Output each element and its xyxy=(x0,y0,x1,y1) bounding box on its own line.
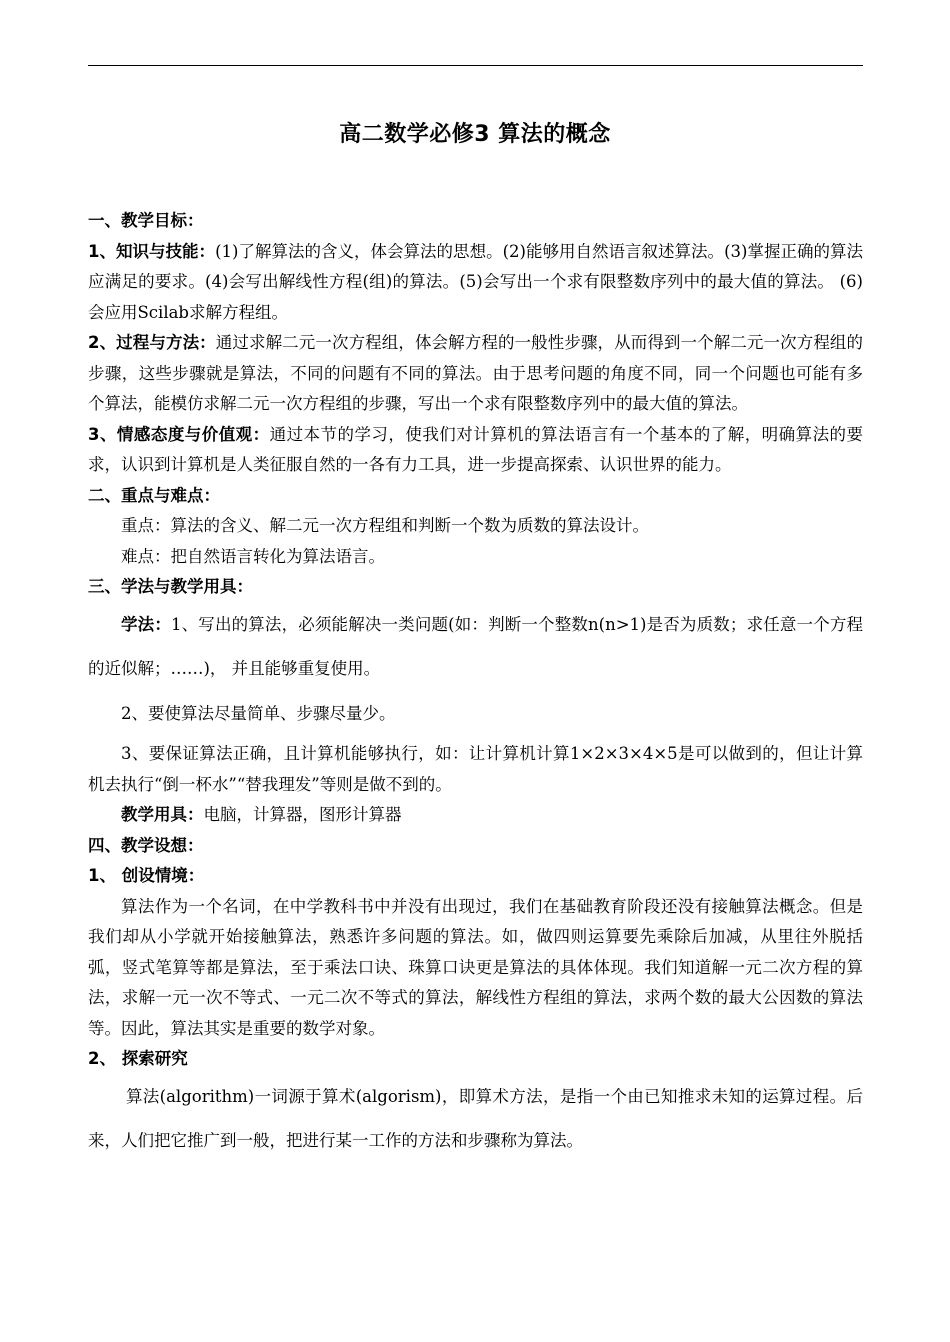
paragraph-scenario: 算法作为一个名词，在中学教科书中并没有出现过，我们在基础教育阶段还没有接触算法概念。但是我们却从小学就开始接触算法，熟悉许多问题的算法。如，做四则运算要先乘除后加减，从里往外脱括弧，竖式笔算等都是算法，至于乘法口诀、珠算口诀更是算法的具体体现。我们知道解一元二次方程的算法，求解一元一次不等式、一元二次不等式的算法，解线性方程组的算法，求两个数的最大公因数的算法等。因此，算法其实是重要的数学对象。 xyxy=(88,896,863,1038)
paragraph-process-method xyxy=(88,328,863,420)
section-heading-objectives: 一、教学目标： xyxy=(88,211,204,230)
label-tools: 教学用具： xyxy=(121,805,204,824)
paragraph-tools xyxy=(88,800,863,831)
paragraph-exploration: 算法(algorithm)一词源于算术(algorism)，即算术方法，是指一个由已知推求未知的运算过程。后来，人们把它推广到一般，把进行某一工作的方法和步骤称为算法。 xyxy=(88,1086,863,1150)
section-heading-methods-tools: 三、学法与教学用具： xyxy=(88,577,253,596)
paragraph-knowledge-skills xyxy=(88,237,863,329)
subheading-exploration: 2、 探索研究 xyxy=(88,1049,188,1068)
document-title: 高二数学必修3 算法的概念 xyxy=(339,122,611,147)
difficult-point-text: 难点：把自然语言转化为算法语言。 xyxy=(121,546,385,566)
paragraph-attitude-values xyxy=(88,420,863,481)
paragraph-method-1 xyxy=(88,603,863,691)
text-method-1: 1、写出的算法，必须能解决一类问题(如：判断一个整数n(n>1)是否为质数；求任意一个方程的近似解；……)， 并且能够重复使用。 xyxy=(88,614,864,678)
header-rule xyxy=(88,65,863,66)
text-knowledge-skills: (1)了解算法的含义，体会算法的思想。(2)能够用自然语言叙述算法。(3)掌握正确的算法应满足的要求。(4)会写出解线性方程(组)的算法。(5)会写出一个求有限整数序列中的最大值的算法。 (6) 会应用Scilab求解方程组。 xyxy=(88,241,864,322)
section-heading-key-points: 二、重点与难点： xyxy=(88,485,220,505)
label-attitude-values: 3、情感态度与价值观： xyxy=(88,424,270,444)
text-attitude-values: 通过本节的学习，使我们对计算机的算法语言有一个基本的了解，明确算法的要求，认识到计算机是人类征服自然的一各有力工具，进一步提高探索、认识世界的能力。 xyxy=(88,424,864,474)
section-heading-teaching-design: 四、教学设想： xyxy=(88,835,204,855)
document-body xyxy=(88,206,863,1163)
label-knowledge-skills: 1、知识与技能： xyxy=(88,241,216,261)
key-point-text: 重点：算法的含义、解二元一次方程组和判断一个数为质数的算法设计。 xyxy=(121,516,649,535)
text-process-method: 通过求解二元一次方程组，体会解方程的一般性步骤，从而得到一个解二元一次方程组的步骤，这些步骤就是算法，不同的问题有不同的算法。由于思考问题的角度不同，同一个问题也可能有多个算法，能模仿求解二元一次方程组的步骤，写出一个求有限整数序列中的最大值的算法。 xyxy=(88,333,864,413)
paragraph-method-2: 2、要使算法尽量简单、步骤尽量少。 xyxy=(121,703,396,723)
label-process-method: 2、过程与方法： xyxy=(88,333,216,352)
text-tools: 电脑，计算器，图形计算器 xyxy=(203,805,402,824)
subheading-scenario: 1、 创设情境： xyxy=(88,866,205,885)
paragraph-method-3: 3、要保证算法正确，且计算机能够执行，如：让计算机计算1×2×3×4×5是可以做到的，但让计算机去执行“倒一杯水”“替我理发”等则是做不到的。 xyxy=(88,744,863,794)
label-method: 学法： xyxy=(121,614,171,634)
